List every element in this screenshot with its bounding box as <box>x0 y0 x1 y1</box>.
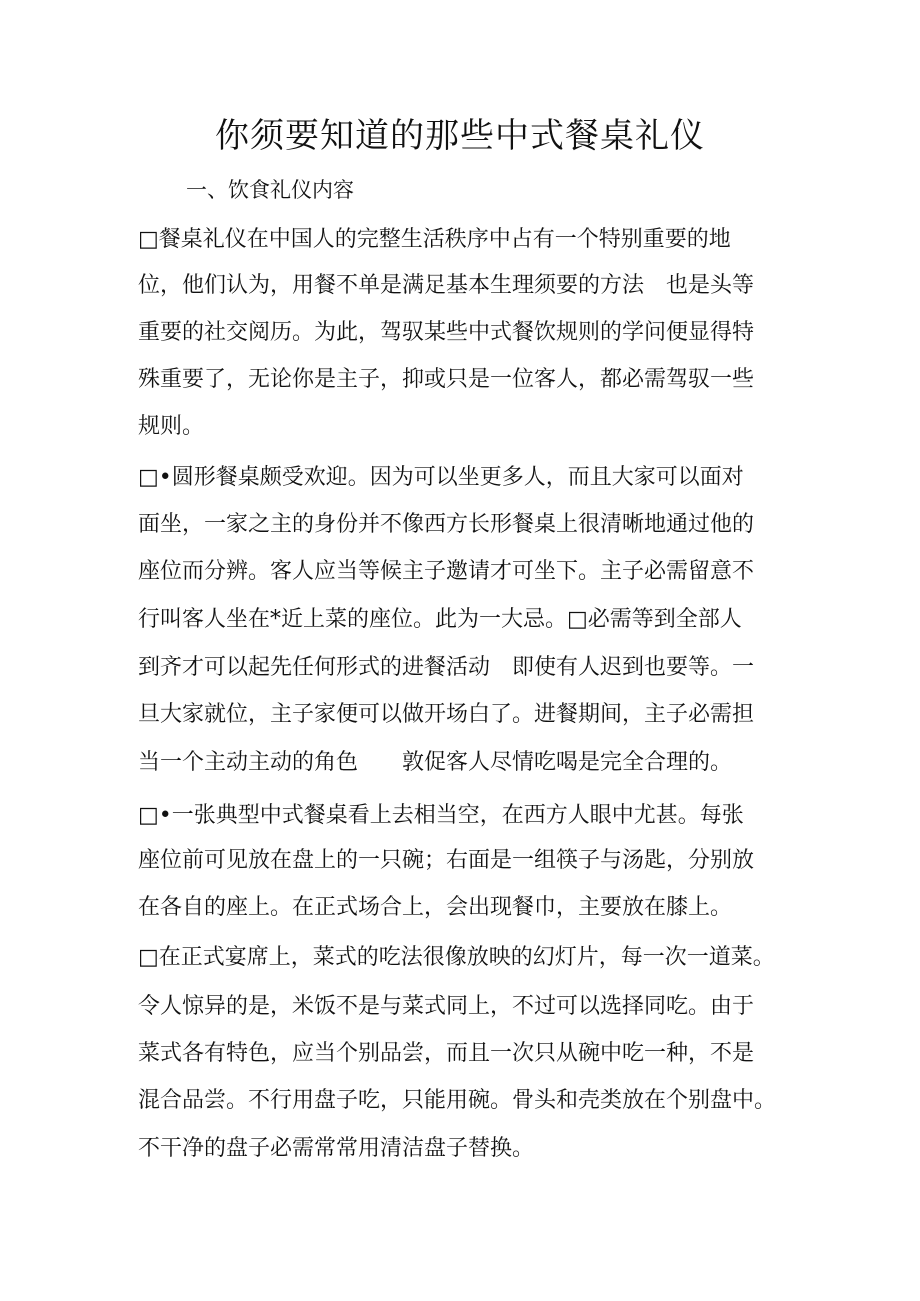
paragraph-line: 重要的社交阅历。为此，驾驭某些中式餐饮规则的学问便显得特 <box>138 320 755 345</box>
paragraph-line: 混合品尝。不行用盘子吃，只能用碗。骨头和壳类放在个别盘中。 <box>138 1088 777 1113</box>
paragraph-line: 在各自的座上。在正式场合上，会出现餐巾，主要放在膝上。 <box>138 895 733 920</box>
paragraph-line: 行叫客人坐在*近上菜的座位。此为一大忌。□必需等到全部人 <box>138 607 742 632</box>
paragraph-line: 座位前可见放在盘上的一只碗；右面是一组筷子与汤匙，分别放 <box>138 848 755 873</box>
document-title: 你须要知道的那些中式餐桌礼仪 <box>215 116 705 156</box>
paragraph-line: 不干净的盘子必需常常用清洁盘子替换。 <box>138 1136 535 1161</box>
paragraph-line: □•圆形餐桌颇受欢迎。因为可以坐更多人，而且大家可以面对 <box>138 465 744 490</box>
paragraph-line: □在正式宴席上，菜式的吃法很像放映的幻灯片，每一次一道菜。 <box>138 945 775 970</box>
section-heading: 一、饮食礼仪内容 <box>186 178 354 202</box>
paragraph-line: 旦大家就位，主子家便可以做开场白了。进餐期间，主子必需担 <box>138 702 755 727</box>
paragraph-line: 令人惊异的是，米饭不是与菜式同上，不过可以选择同吃。由于 <box>138 994 755 1019</box>
paragraph-line: 面坐，一家之主的身份并不像西方长形餐桌上很清晰地通过他的 <box>138 512 755 537</box>
paragraph-line: 菜式各有特色，应当个别品尝，而且一次只从碗中吃一种，不是 <box>138 1041 755 1066</box>
paragraph-line: □•一张典型中式餐桌看上去相当空，在西方人眼中尤甚。每张 <box>138 803 744 828</box>
paragraph-line: 当一个主动主动的角色 敦促客人尽情吃喝是完全合理的。 <box>138 750 733 775</box>
paragraph-line: 到齐才可以起先任何形式的进餐活动 即使有人迟到也要等。一 <box>138 655 755 680</box>
paragraph-line: 位，他们认为，用餐不单是满足基本生理须要的方法 也是头等 <box>138 273 755 298</box>
paragraph-line: 座位而分辨。客人应当等候主子邀请才可坐下。主子必需留意不 <box>138 559 755 584</box>
paragraph-line: 殊重要了，无论你是主子，抑或只是一位客人，都必需驾驭一些 <box>138 367 755 392</box>
paragraph-line: □餐桌礼仪在中国人的完整生活秩序中占有一个特别重要的地 <box>138 227 731 252</box>
paragraph-line: 规则。 <box>138 414 205 439</box>
